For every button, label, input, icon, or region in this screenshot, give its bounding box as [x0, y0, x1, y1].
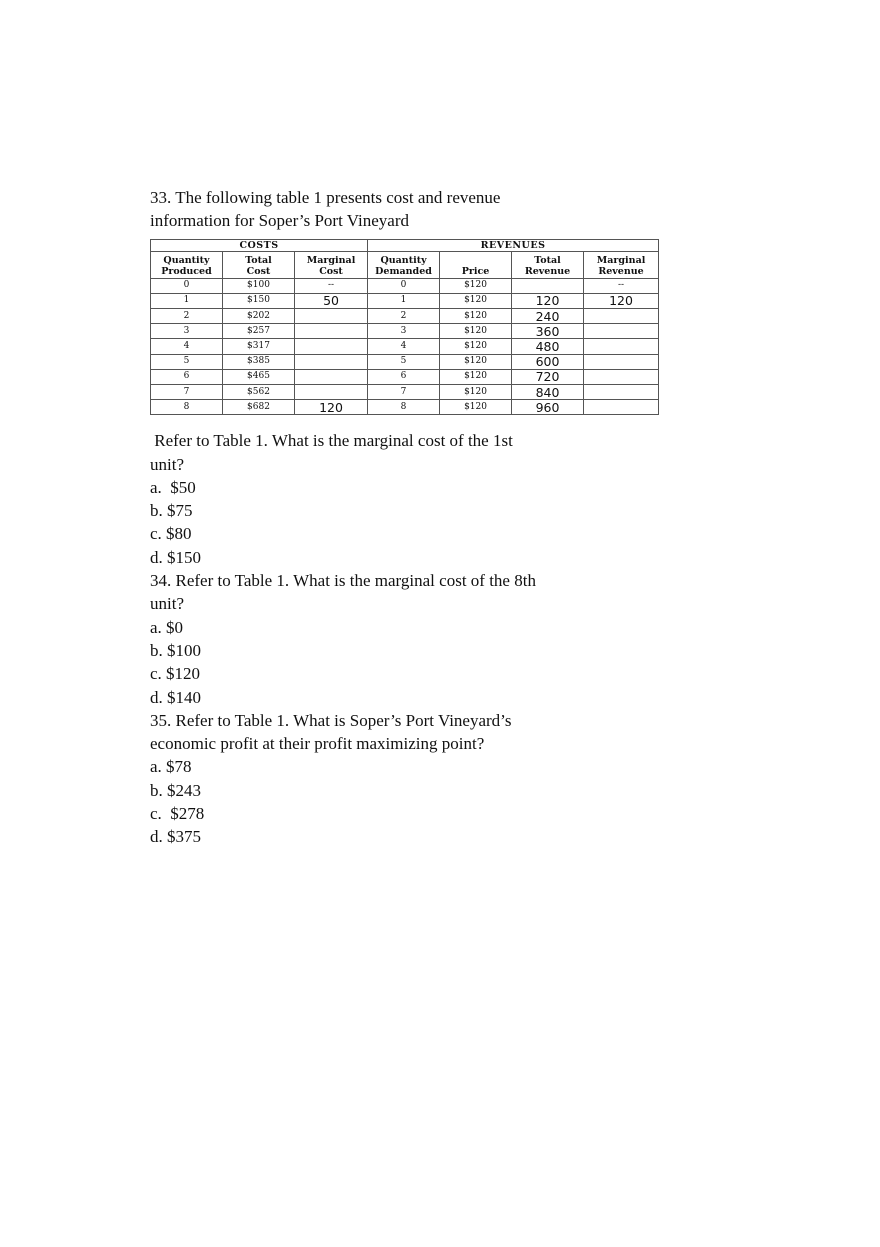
costs-group-header: COSTS [151, 239, 368, 251]
col-header-quantity-produced: Quantity Produced [151, 251, 223, 278]
cell-total-revenue: 480 [512, 339, 584, 354]
cell-total-revenue: 120 [512, 293, 584, 308]
answer-option: c. $80 [150, 524, 192, 544]
table-row [151, 354, 659, 369]
col-header-price: Price [440, 251, 512, 278]
cell-total-cost: $385 [223, 354, 295, 369]
document-page [150, 186, 710, 849]
cell-total-revenue: 720 [512, 369, 584, 384]
cell-price: $120 [440, 293, 512, 308]
cell-quantity-demanded: 1 [368, 293, 440, 308]
cell-total-cost: $562 [223, 384, 295, 399]
table-row [151, 324, 659, 339]
cell-total-cost: $682 [223, 400, 295, 415]
cell-price: $120 [440, 354, 512, 369]
cell-marginal-revenue [584, 324, 659, 339]
cell-quantity-demanded: 7 [368, 384, 440, 399]
cell-marginal-revenue: 120 [584, 293, 659, 308]
cell-total-revenue [512, 278, 584, 293]
cell-price: $120 [440, 339, 512, 354]
question-line: unit? [150, 594, 184, 614]
table-row [151, 278, 659, 293]
col-header-marginal-cost: Marginal Cost [295, 251, 368, 278]
cell-quantity-produced: 5 [151, 354, 223, 369]
cell-marginal-cost: 120 [295, 400, 368, 415]
cell-total-cost: $257 [223, 324, 295, 339]
cell-marginal-revenue [584, 354, 659, 369]
cell-total-cost: $150 [223, 293, 295, 308]
cell-marginal-revenue [584, 369, 659, 384]
cell-total-cost: $202 [223, 308, 295, 323]
cell-marginal-cost [295, 354, 368, 369]
cell-quantity-produced: 6 [151, 369, 223, 384]
table-row [151, 308, 659, 323]
cell-price: $120 [440, 308, 512, 323]
cell-price: $120 [440, 400, 512, 415]
cell-marginal-cost [295, 384, 368, 399]
cell-marginal-revenue [584, 308, 659, 323]
answer-option: d. $375 [150, 827, 201, 847]
cell-marginal-cost: 50 [295, 293, 368, 308]
cell-quantity-demanded: 3 [368, 324, 440, 339]
table-body [151, 278, 659, 415]
cell-total-revenue: 600 [512, 354, 584, 369]
answer-option: c. $278 [150, 804, 205, 824]
answer-option: d. $150 [150, 547, 201, 567]
cell-marginal-revenue: -- [584, 278, 659, 293]
answer-option: b. $75 [150, 501, 193, 521]
cell-total-revenue: 240 [512, 308, 584, 323]
table-row [151, 339, 659, 354]
question-line: economic profit at their profit maximizing point? [150, 734, 485, 754]
cell-quantity-demanded: 8 [368, 400, 440, 415]
q33-question [150, 429, 710, 569]
revenues-group-header: REVENUES [368, 239, 659, 251]
answer-option: a. $78 [150, 757, 192, 777]
cell-quantity-demanded: 2 [368, 308, 440, 323]
cell-marginal-revenue [584, 384, 659, 399]
col-header-total-revenue: Total Revenue [512, 251, 584, 278]
cell-quantity-demanded: 0 [368, 278, 440, 293]
cell-marginal-cost [295, 339, 368, 354]
answer-option: a. $0 [150, 617, 184, 637]
table-row [151, 293, 659, 308]
cell-quantity-demanded: 5 [368, 354, 440, 369]
cell-marginal-revenue [584, 400, 659, 415]
col-header-total-cost: Total Cost [223, 251, 295, 278]
cell-total-cost: $465 [223, 369, 295, 384]
question-line: 34. Refer to Table 1. What is the marginal cost of the 8th [150, 571, 536, 591]
cell-quantity-produced: 2 [151, 308, 223, 323]
cell-price: $120 [440, 324, 512, 339]
cell-marginal-revenue [584, 339, 659, 354]
cost-revenue-table [150, 239, 659, 416]
cell-total-revenue: 360 [512, 324, 584, 339]
question-line: unit? [150, 454, 184, 474]
cell-total-cost: $100 [223, 278, 295, 293]
answer-option: b. $100 [150, 640, 201, 660]
cell-quantity-produced: 8 [151, 400, 223, 415]
answer-option: a. $50 [150, 477, 196, 497]
cell-marginal-cost [295, 308, 368, 323]
intro-line: information for Soper’s Port Vineyard [150, 211, 409, 231]
cell-quantity-produced: 7 [151, 384, 223, 399]
cell-quantity-produced: 3 [151, 324, 223, 339]
table-row [151, 384, 659, 399]
cell-price: $120 [440, 384, 512, 399]
question-line: 35. Refer to Table 1. What is Soper’s Port Vineyard’s [150, 710, 512, 730]
col-header-quantity-demanded: Quantity Demanded [368, 251, 440, 278]
cell-quantity-produced: 1 [151, 293, 223, 308]
cell-price: $120 [440, 278, 512, 293]
col-header-marginal-revenue: Marginal Revenue [584, 251, 659, 278]
table-row [151, 400, 659, 415]
answer-option: b. $243 [150, 780, 201, 800]
cell-total-revenue: 840 [512, 384, 584, 399]
answer-option: d. $140 [150, 687, 201, 707]
intro-line: 33. The following table 1 presents cost and revenue [150, 188, 501, 207]
q34-question [150, 569, 710, 709]
cell-price: $120 [440, 369, 512, 384]
cell-quantity-demanded: 4 [368, 339, 440, 354]
table-row [151, 369, 659, 384]
cell-marginal-cost [295, 369, 368, 384]
question-line: Refer to Table 1. What is the marginal cost of the 1st [150, 431, 513, 451]
cell-total-cost: $317 [223, 339, 295, 354]
cell-marginal-cost [295, 324, 368, 339]
cell-marginal-cost: -- [295, 278, 368, 293]
cell-total-revenue: 960 [512, 400, 584, 415]
cell-quantity-produced: 0 [151, 278, 223, 293]
q35-question [150, 709, 710, 849]
cell-quantity-produced: 4 [151, 339, 223, 354]
q33-intro [150, 186, 710, 233]
answer-option: c. $120 [150, 664, 201, 684]
cell-quantity-demanded: 6 [368, 369, 440, 384]
